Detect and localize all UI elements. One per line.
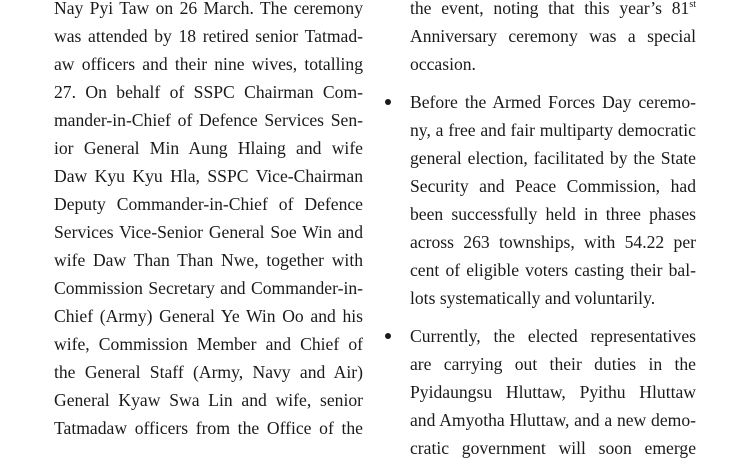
text-line-main: the event, noting that this year’s 81 [410,0,690,18]
text-line: cent of eligible voters casting their bal- [410,260,696,280]
text-line: the General Staff (Army, Navy and Air) [54,362,363,382]
text-line: Pyidaungsu Hluttaw, Pyithu Hluttaw [410,382,696,402]
left-column-paragraph [54,0,363,442]
text-line: Tatmadaw officers from the Office of the [54,418,363,438]
bullet-dot-icon [385,99,391,105]
text-line: general election, facilitated by the State [410,148,696,168]
text-line: Security and Peace Commission, had [410,176,696,196]
text-line: Currently, the elected representatives [410,326,696,346]
text-line: ior General Min Aung Hlaing and wife [54,138,363,158]
text-line: Anniversary ceremony was a special [410,26,696,46]
text-line: and Amyotha Hluttaw, and a new demo- [410,410,696,430]
text-line: Deputy Commander-in-Chief of Defence [54,194,363,214]
intro-paragraph-continuation [410,0,696,78]
text-line: across 263 townships, with 54.22 per [410,232,696,252]
bullet-item-representatives [410,322,696,462]
bullet-dot-icon [385,333,391,339]
text-line: mander-in-Chief of Defence Services Sen- [54,110,363,130]
text-line: Daw Kyu Kyu Hla, SSPC Vice-Chairman [54,166,363,186]
text-line: wife, Commission Member and Chief of [54,334,363,354]
text-line: aw officers and their nine wives, totalling [54,54,363,74]
text-line: been successfully held in three phases [410,204,696,224]
right-column [410,0,696,462]
text-line: lots systematically and voluntarily. [410,288,656,308]
text-line: wife Daw Than Than Nwe, together with [54,250,363,270]
ordinal-superscript: st [689,0,696,11]
text-line: was attended by 18 retired senior Tatmad- [54,26,363,46]
text-line: cratic government will soon emerge [410,438,696,458]
text-line: Nay Pyi Taw on 26 March. The ceremony [54,0,363,18]
bullet-item-election [410,88,696,312]
text-line: Commission Secretary and Commander-in- [54,278,363,298]
text-line: Before the Armed Forces Day ceremo- [410,92,696,112]
text-line: 27. On behalf of SSPC Chairman Com- [54,82,363,102]
text-line: are carrying out their duties in the [410,354,696,374]
text-line: General Kyaw Swa Lin and wife, senior [54,390,363,410]
text-line [410,0,696,22]
text-line: ny, a free and fair multiparty democratic [410,120,696,140]
text-line: Services Vice-Senior General Soe Win and [54,222,363,242]
text-line: occasion. [410,54,476,74]
text-line: Chief (Army) General Ye Win Oo and his [54,306,363,326]
